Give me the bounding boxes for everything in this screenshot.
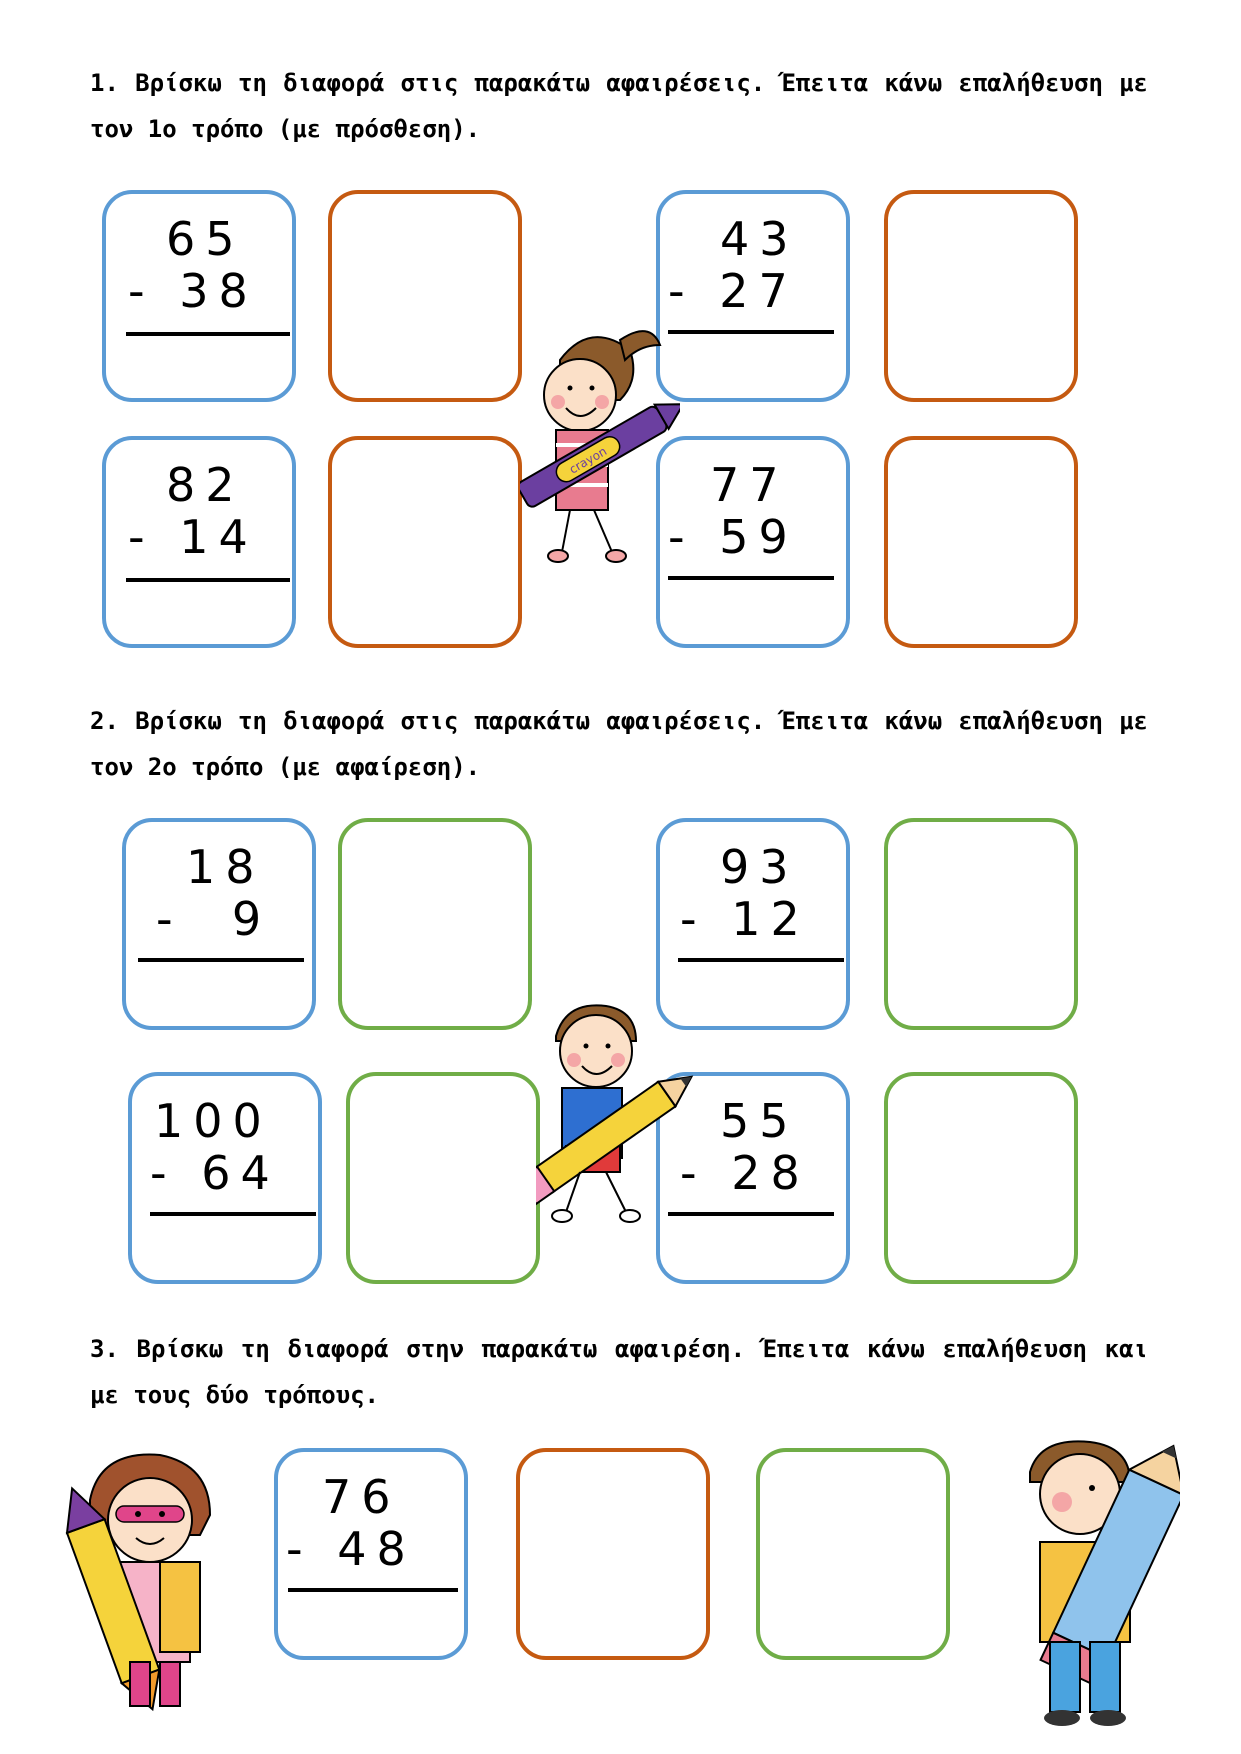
check-box-subtraction[interactable] — [338, 818, 532, 1030]
problem-box — [102, 436, 296, 648]
minuend: 55 — [720, 1094, 799, 1148]
problem-box — [128, 1072, 322, 1284]
check-box-subtraction[interactable] — [346, 1072, 540, 1284]
boy-with-blue-pencil-illustration — [1000, 1432, 1180, 1732]
minuend: 93 — [720, 840, 799, 894]
answer-line — [288, 1588, 458, 1592]
minuend: 77 — [710, 458, 789, 512]
instruction-text: 2. Βρίσκω τη διαφορά στις παρακάτω αφαιρέσεις. Έπειτα κάνω επαλήθευση με τον 2ο τρόπο (με αφαίρεση). — [90, 707, 1148, 781]
problem-box — [102, 190, 296, 402]
check-box-addition[interactable] — [328, 436, 522, 648]
subtrahend: - 64 — [150, 1146, 280, 1200]
answer-line — [668, 576, 834, 580]
problem-box — [122, 818, 316, 1030]
girl-with-crayon-illustration — [520, 320, 680, 580]
minuend: 82 — [166, 458, 245, 512]
problem-box — [274, 1448, 468, 1660]
check-box-subtraction[interactable] — [884, 1072, 1078, 1284]
minuend: 76 — [322, 1470, 401, 1524]
minuend: 18 — [186, 840, 265, 894]
problem-box — [656, 436, 850, 648]
answer-line — [126, 578, 290, 582]
exercise-1-instruction — [90, 60, 1148, 152]
check-box-subtraction[interactable] — [884, 818, 1078, 1030]
subtrahend: - 48 — [286, 1522, 416, 1576]
subtrahend: - 9 — [156, 892, 272, 946]
exercise-3-instruction — [90, 1326, 1148, 1418]
subtrahend: - 12 — [680, 892, 810, 946]
exercise-2-instruction — [90, 698, 1148, 790]
check-box-addition[interactable] — [884, 436, 1078, 648]
minuend: 100 — [154, 1094, 272, 1148]
subtrahend: - 59 — [668, 510, 798, 564]
subtrahend: - 27 — [668, 264, 798, 318]
crayon-label: crayon — [566, 444, 610, 477]
check-box-addition[interactable] — [328, 190, 522, 402]
subtrahend: - 38 — [128, 264, 258, 318]
girl-with-pencil-illustration — [60, 1440, 250, 1720]
subtrahend: - 14 — [128, 510, 258, 564]
check-box-addition[interactable] — [516, 1448, 710, 1660]
minuend: 43 — [720, 212, 799, 266]
answer-line — [678, 958, 844, 962]
answer-line — [138, 958, 304, 962]
problem-box — [656, 190, 850, 402]
instruction-text: 1. Βρίσκω τη διαφορά στις παρακάτω αφαιρέσεις. Έπειτα κάνω επαλήθευση με τον 1ο τρόπο (με πρόσθεση). — [90, 69, 1148, 143]
answer-line — [668, 330, 834, 334]
answer-line — [126, 332, 290, 336]
check-box-addition[interactable] — [884, 190, 1078, 402]
minuend: 65 — [166, 212, 245, 266]
instruction-text: 3. Βρίσκω τη διαφορά στην παρακάτω αφαιρέση. Έπειτα κάνω επαλήθευση και με τους δύο τρόπους. — [90, 1335, 1148, 1409]
check-box-subtraction[interactable] — [756, 1448, 950, 1660]
answer-line — [150, 1212, 316, 1216]
subtrahend: - 28 — [680, 1146, 810, 1200]
boy-with-pencil-illustration — [536, 996, 706, 1226]
